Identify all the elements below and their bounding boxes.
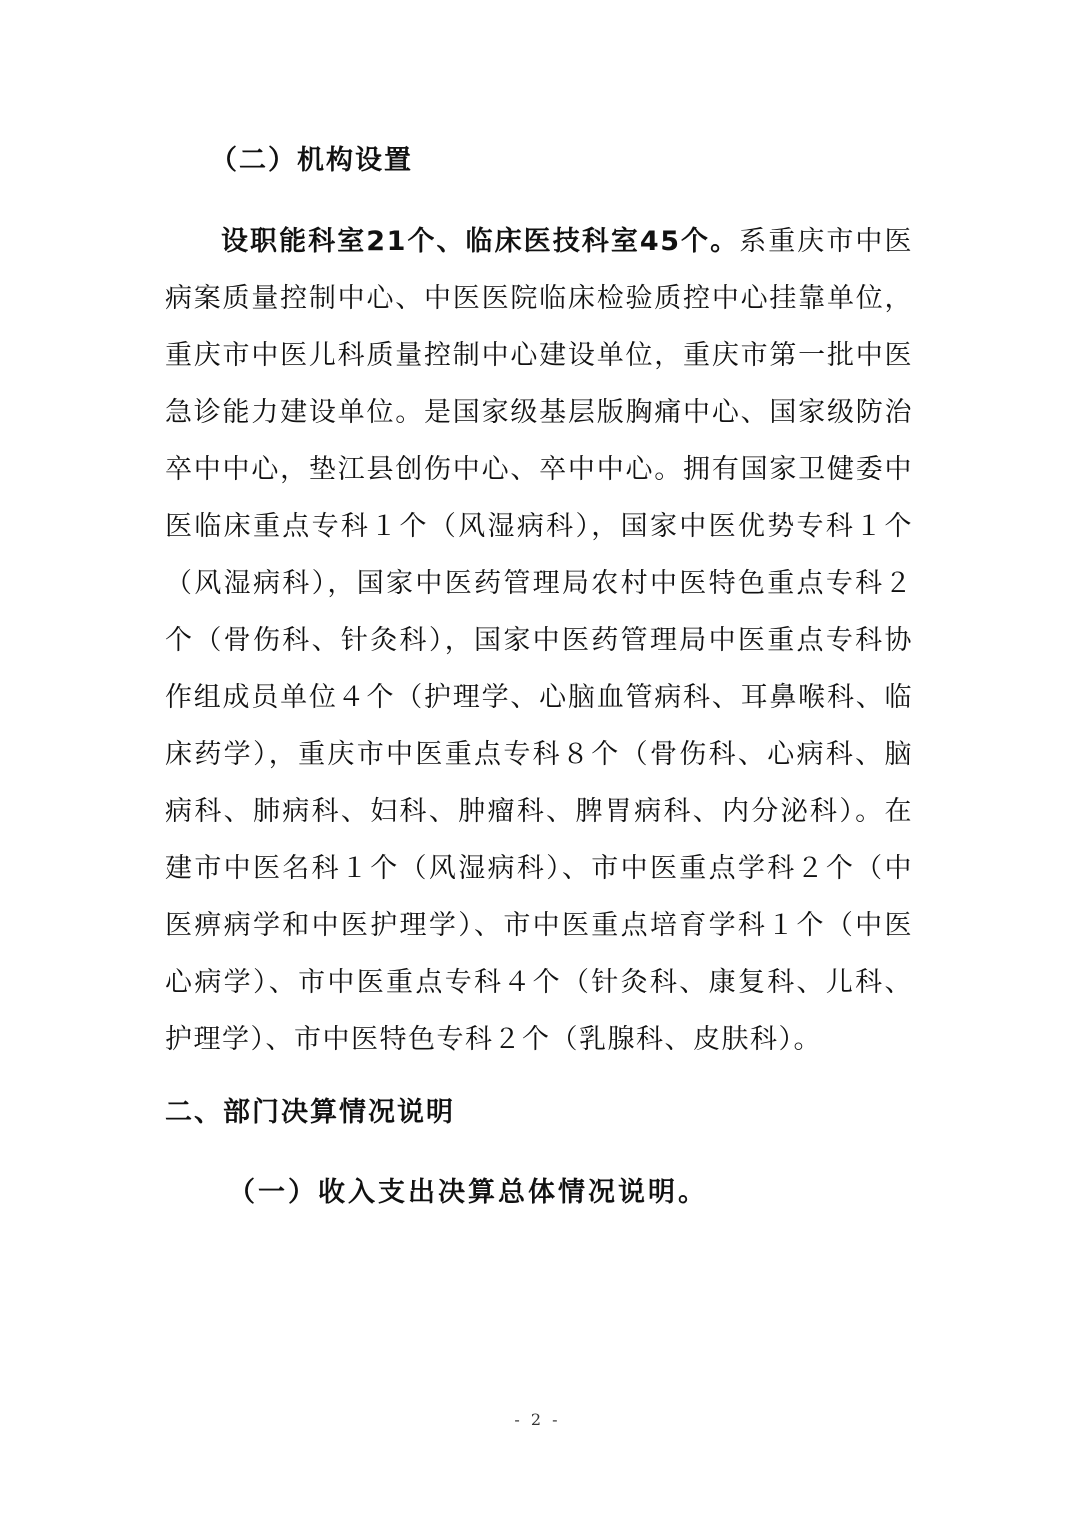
organization-paragraph [165,213,913,1068]
paragraph-lead-bold: 设职能科室21个、临床医技科室45个。 [221,226,740,257]
paragraph-body: 系重庆市中医病案质量控制中心、中医医院临床检验质控中心挂靠单位，重庆市中医儿科质量控制中心建设单位，重庆市第一批中医急诊能力建设单位。是国家级基层版胸痛中心、国家级防治卒中中心，垫江县创伤中心、卒中中心。拥有国家卫健委中医临床重点专科１个（风湿病科），国家中医优势专科１个（风湿病科），国家中医药管理局农村中医特色重点专科２个（骨伤科、针灸科），国家中医药管理局中医重点专科协作组成员单位４个（护理学、心脑血管病科、耳鼻喉科、临床药学），重庆市中医重点专科８个（骨伤科、心病科、脑病科、肺病科、妇科、肿瘤科、脾胃病科、内分泌科）。在建市中医名科１个（风湿病科）、市中医重点学科２个（中医痹病学和中医护理学）、市中医重点培育学科１个（中医心病学）、市中医重点专科４个（针灸科、康复科、儿科、护理学）、市中医特色专科２个（乳腺科、皮肤科）。 [165,226,913,1055]
section-heading-final-accounts: 二、部门决算情况说明 [165,1097,455,1128]
page-number: - 2 - [514,1410,561,1429]
section-subheading-organization: （二）机构设置 [210,145,413,176]
section-subheading-income-expenditure: （一）收入支出决算总体情况说明。 [228,1177,708,1208]
